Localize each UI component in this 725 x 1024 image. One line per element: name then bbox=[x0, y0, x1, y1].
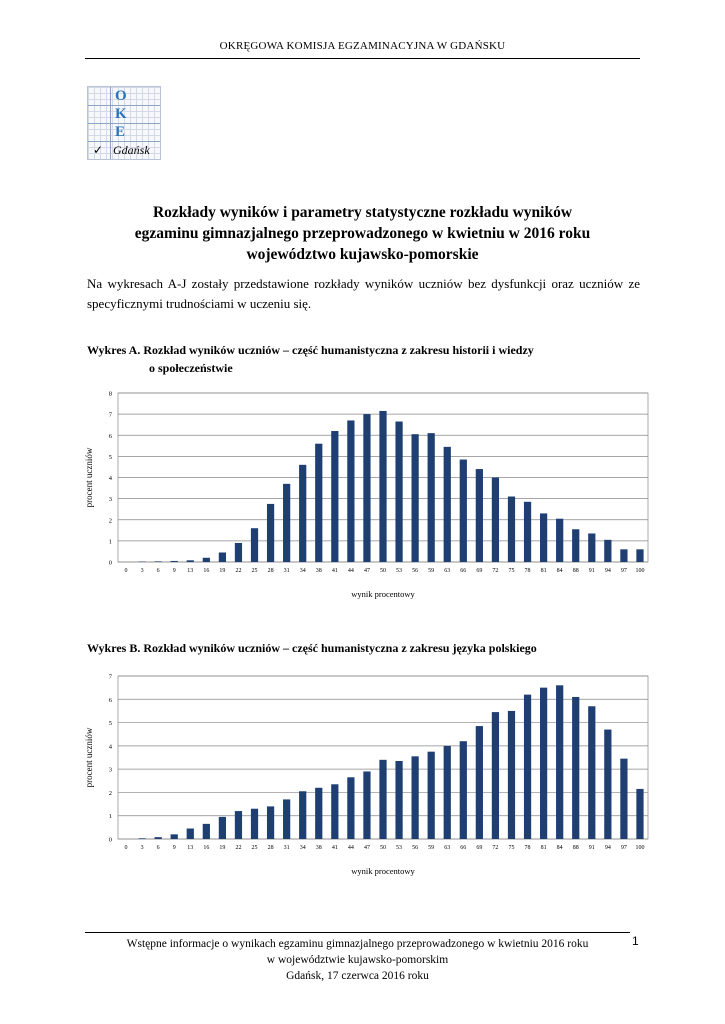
x-tick-label: 3 bbox=[140, 568, 144, 574]
bar bbox=[395, 422, 402, 562]
bar bbox=[636, 789, 643, 839]
y-tick-label: 8 bbox=[108, 390, 112, 398]
x-tick-label: 69 bbox=[476, 568, 483, 574]
bar bbox=[460, 741, 467, 839]
x-tick-label: 72 bbox=[492, 568, 499, 574]
logo-letter-e: E bbox=[115, 124, 126, 140]
bar bbox=[267, 504, 274, 562]
x-tick-label: 19 bbox=[219, 568, 226, 574]
x-tick-label: 34 bbox=[299, 568, 306, 574]
bar bbox=[347, 420, 354, 562]
y-tick-label: 0 bbox=[108, 836, 112, 844]
y-tick-label: 2 bbox=[108, 789, 112, 797]
x-tick-label: 50 bbox=[380, 568, 386, 574]
x-tick-label: 59 bbox=[428, 845, 435, 851]
title-line-1: Rozkłady wyników i parametry statystyczne rozkładu wyników bbox=[152, 204, 573, 221]
bar bbox=[492, 712, 499, 839]
bar bbox=[556, 685, 563, 839]
x-tick-label: 22 bbox=[235, 845, 242, 851]
bar bbox=[379, 760, 386, 839]
x-tick-label: 63 bbox=[444, 845, 451, 851]
bar bbox=[187, 560, 194, 562]
footer-rule bbox=[85, 932, 630, 933]
bar bbox=[572, 529, 579, 562]
bar bbox=[588, 533, 595, 562]
x-tick-label: 94 bbox=[604, 845, 611, 851]
bar bbox=[476, 726, 483, 839]
bar bbox=[636, 549, 643, 562]
page-header: OKRĘGOWA KOMISJA EGZAMINACYJNA W GDAŃSKU bbox=[219, 40, 506, 52]
x-tick-label: 81 bbox=[540, 845, 547, 851]
bar bbox=[444, 447, 451, 562]
intro-paragraph: Na wykresach A-J zostały przedstawione rozkłady wyników uczniów bez dysfunkcji oraz uczniów ze specyficznymi trudnościami w uczeniu się. bbox=[87, 276, 640, 311]
y-tick-label: 1 bbox=[108, 813, 112, 821]
x-tick-label: 9 bbox=[172, 845, 176, 851]
y-tick-label: 5 bbox=[108, 453, 112, 461]
x-tick-label: 13 bbox=[187, 568, 194, 574]
bar bbox=[283, 484, 290, 562]
x-tick-label: 25 bbox=[251, 845, 258, 851]
footer-line-1: Wstępne informacje o wynikach egzaminu gimnazjalnego przeprowadzonego w kwietniu 2016 roku bbox=[126, 938, 589, 950]
x-tick-label: 16 bbox=[203, 845, 210, 851]
bar bbox=[604, 730, 611, 839]
bar bbox=[412, 756, 419, 839]
page-footer bbox=[85, 936, 630, 984]
x-tick-label: 88 bbox=[572, 568, 579, 574]
y-tick-label: 7 bbox=[108, 673, 112, 681]
x-tick-label: 41 bbox=[331, 845, 338, 851]
x-tick-label: 63 bbox=[444, 568, 451, 574]
x-axis-label: wynik procentowy bbox=[351, 589, 415, 599]
bar bbox=[524, 502, 531, 562]
y-tick-label: 3 bbox=[108, 766, 112, 774]
bar bbox=[235, 811, 242, 839]
document-title bbox=[0, 202, 725, 265]
x-tick-label: 100 bbox=[635, 568, 645, 574]
x-tick-label: 31 bbox=[283, 568, 290, 574]
x-tick-label: 44 bbox=[347, 568, 354, 574]
logo-letter-o: O bbox=[115, 88, 127, 104]
x-tick-label: 78 bbox=[524, 568, 531, 574]
x-tick-label: 44 bbox=[347, 845, 354, 851]
bar bbox=[428, 752, 435, 839]
y-tick-label: 4 bbox=[108, 475, 112, 482]
x-tick-label: 34 bbox=[299, 845, 306, 851]
x-tick-label: 81 bbox=[540, 568, 547, 574]
x-tick-label: 0 bbox=[124, 568, 128, 574]
bar bbox=[155, 561, 162, 562]
check-icon: ✓ bbox=[93, 143, 104, 157]
chart-a bbox=[78, 385, 658, 605]
bar bbox=[588, 706, 595, 839]
page-number: 1 bbox=[632, 934, 639, 948]
y-tick-label: 0 bbox=[108, 559, 112, 567]
bar bbox=[395, 761, 402, 839]
x-tick-label: 19 bbox=[219, 845, 226, 851]
bar bbox=[299, 791, 306, 839]
x-tick-label: 91 bbox=[588, 845, 595, 851]
bar bbox=[508, 711, 515, 839]
x-tick-label: 28 bbox=[267, 845, 274, 851]
x-tick-label: 6 bbox=[156, 845, 160, 851]
bar bbox=[444, 746, 451, 839]
bar bbox=[251, 528, 258, 562]
x-tick-label: 53 bbox=[396, 568, 403, 574]
bar bbox=[251, 809, 258, 839]
x-tick-label: 88 bbox=[572, 845, 579, 851]
y-tick-label: 2 bbox=[108, 517, 112, 525]
x-tick-label: 56 bbox=[412, 568, 419, 574]
y-tick-label: 6 bbox=[108, 696, 112, 704]
y-axis-label: procent uczniów bbox=[84, 727, 94, 788]
bar bbox=[315, 444, 322, 562]
x-tick-label: 78 bbox=[524, 845, 531, 851]
bar bbox=[620, 549, 627, 562]
x-tick-label: 41 bbox=[331, 568, 338, 574]
logo-city: Gdańsk bbox=[113, 143, 150, 157]
bar bbox=[428, 433, 435, 562]
bar bbox=[267, 806, 274, 839]
footer-line-2: w województwie kujawsko-pomorskim bbox=[266, 954, 449, 966]
chart-a-title-line-2: o społeczeństwie bbox=[149, 361, 233, 375]
x-tick-label: 75 bbox=[508, 845, 515, 851]
bar bbox=[540, 513, 547, 562]
x-tick-label: 25 bbox=[251, 568, 258, 574]
bar bbox=[572, 697, 579, 839]
bar bbox=[171, 834, 178, 839]
bar bbox=[203, 558, 210, 562]
x-tick-label: 100 bbox=[635, 845, 645, 851]
y-tick-label: 7 bbox=[108, 411, 112, 419]
x-tick-label: 0 bbox=[124, 845, 128, 851]
bar bbox=[187, 829, 194, 839]
x-tick-label: 38 bbox=[315, 568, 322, 574]
bar bbox=[138, 838, 145, 839]
x-tick-label: 69 bbox=[476, 845, 483, 851]
bar bbox=[604, 540, 611, 562]
x-tick-label: 3 bbox=[140, 845, 144, 851]
bar bbox=[331, 431, 338, 562]
x-tick-label: 84 bbox=[556, 845, 563, 851]
y-tick-label: 1 bbox=[108, 538, 112, 546]
chart-b-title: Wykres B. Rozkład wyników uczniów – część humanistyczna z zakresu języka polskiego bbox=[87, 641, 537, 655]
chart-b bbox=[78, 668, 658, 883]
bar bbox=[315, 788, 322, 839]
y-tick-label: 6 bbox=[108, 432, 112, 440]
x-tick-label: 75 bbox=[508, 568, 515, 574]
x-tick-label: 66 bbox=[460, 568, 467, 574]
x-axis-label: wynik procentowy bbox=[351, 866, 415, 876]
y-tick-label: 3 bbox=[108, 496, 112, 504]
bar bbox=[540, 688, 547, 839]
x-tick-label: 59 bbox=[428, 568, 435, 574]
bar bbox=[492, 478, 499, 563]
bar bbox=[203, 824, 210, 839]
x-tick-label: 47 bbox=[363, 845, 370, 851]
bar bbox=[379, 411, 386, 562]
x-tick-label: 47 bbox=[363, 568, 370, 574]
x-tick-label: 91 bbox=[588, 568, 595, 574]
bar bbox=[219, 817, 226, 839]
x-tick-label: 72 bbox=[492, 845, 499, 851]
bar bbox=[155, 837, 162, 839]
x-tick-label: 94 bbox=[604, 568, 611, 574]
x-tick-label: 84 bbox=[556, 568, 563, 574]
bar bbox=[363, 414, 370, 562]
x-tick-label: 9 bbox=[172, 568, 176, 574]
bar bbox=[524, 695, 531, 839]
x-tick-label: 16 bbox=[203, 568, 210, 574]
bar bbox=[476, 469, 483, 562]
bar bbox=[331, 784, 338, 839]
x-tick-label: 56 bbox=[412, 845, 419, 851]
bar bbox=[460, 460, 467, 562]
y-axis-label: procent uczniów bbox=[84, 447, 94, 508]
bar bbox=[299, 465, 306, 562]
oke-logo bbox=[87, 86, 161, 160]
bar bbox=[508, 497, 515, 562]
bar bbox=[556, 519, 563, 562]
x-tick-label: 97 bbox=[620, 568, 627, 574]
x-tick-label: 66 bbox=[460, 845, 467, 851]
bar bbox=[171, 561, 178, 562]
bar bbox=[347, 777, 354, 839]
title-line-2: egzaminu gimnazjalnego przeprowadzonego w kwietniu w 2016 roku bbox=[134, 225, 591, 242]
x-tick-label: 28 bbox=[267, 568, 274, 574]
x-tick-label: 97 bbox=[620, 845, 627, 851]
bar bbox=[363, 771, 370, 839]
bar bbox=[283, 799, 290, 839]
x-tick-label: 13 bbox=[187, 845, 194, 851]
logo-letter-k: K bbox=[115, 106, 127, 122]
bar bbox=[235, 543, 242, 562]
bar bbox=[412, 434, 419, 562]
bar bbox=[620, 759, 627, 839]
y-tick-label: 5 bbox=[108, 720, 112, 728]
x-tick-label: 53 bbox=[396, 845, 403, 851]
x-tick-label: 38 bbox=[315, 845, 322, 851]
bar bbox=[219, 552, 226, 562]
y-tick-label: 4 bbox=[108, 743, 112, 751]
footer-line-3: Gdańsk, 17 czerwca 2016 roku bbox=[286, 970, 429, 982]
x-tick-label: 6 bbox=[156, 568, 160, 574]
chart-a-title bbox=[87, 341, 647, 377]
title-line-3: województwo kujawsko-pomorskie bbox=[246, 246, 479, 263]
x-tick-label: 50 bbox=[380, 845, 386, 851]
x-tick-label: 31 bbox=[283, 845, 290, 851]
header-rule bbox=[85, 58, 640, 59]
x-tick-label: 22 bbox=[235, 568, 242, 574]
chart-a-title-line-1: Wykres A. Rozkład wyników uczniów – część humanistyczna z zakresu historii i wiedzy bbox=[87, 343, 534, 357]
